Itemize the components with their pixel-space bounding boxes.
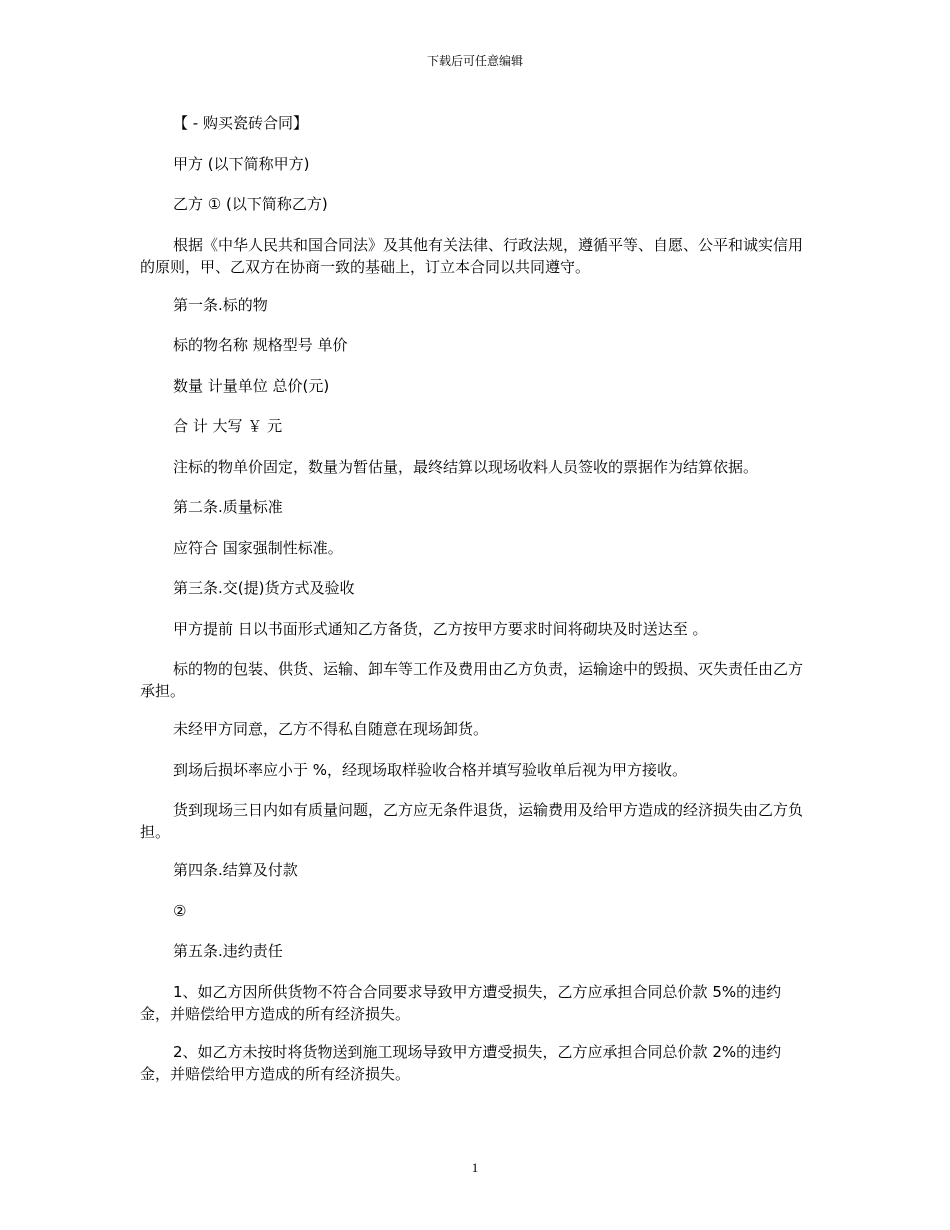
article-4-heading: 第四条.结算及付款 — [173, 861, 298, 879]
article-3-heading: 第三条.交(提)货方式及验收 — [173, 579, 355, 597]
article-1-heading: 第一条.标的物 — [173, 295, 268, 314]
packaging-paragraph: 标的物的包装、供货、运输、卸车等工作及费用由乙方负责，运输途中的毁损、灭失责任由乙方承担。 — [140, 660, 804, 700]
preamble-paragraph: 根据《中华人民共和国合同法》及其他有关法律、行政法规，遵循平等、自愿、公平和诚实信用的原则，甲、乙双方在协商一致的基础上，订立本合同以共同遵守。 — [140, 235, 804, 276]
contract-body — [140, 112, 810, 1101]
liability-clause-1: 1、如乙方因所供货物不符合合同要求导致甲方遭受损失，乙方应承担合同总价款 5%的违约金，并赔偿给甲方造成的所有经济损失。 — [140, 982, 782, 1023]
unloading-paragraph: 未经甲方同意，乙方不得私自随意在现场卸货。 — [173, 720, 489, 738]
total-line: 合 计 大写 ￥ 元 — [173, 417, 283, 435]
note-paragraph: 注标的物单价固定，数量为暂估量，最终结算以现场收料人员签收的票据作为结算依据。 — [173, 457, 759, 476]
subject-columns-line-2: 数量 计量单位 总价(元) — [173, 376, 330, 395]
party-b-line: 乙方 ① (以下简称乙方) — [173, 195, 328, 213]
article-5-heading: 第五条.违约责任 — [173, 942, 283, 960]
subject-columns-line-1: 标的物名称 规格型号 单价 — [173, 336, 348, 354]
liability-clause-2: 2、如乙方未按时将货物送到施工现场导致甲方遭受损失，乙方应承担合同总价款 2%的违约金，并赔偿给甲方造成的所有经济损失。 — [140, 1042, 782, 1083]
return-paragraph: 货到现场三日内如有质量问题，乙方应无条件退货，运输费用及给甲方造成的经济损失由乙方负担。 — [140, 801, 804, 841]
article-2-heading: 第二条.质量标准 — [173, 498, 283, 516]
payment-placeholder: ② — [173, 901, 187, 920]
quality-standard-line: 应符合 国家强制性标准。 — [173, 538, 343, 557]
damage-rate-paragraph: 到场后损坏率应小于 %，经现场取样验收合格并填写验收单后视为甲方接收。 — [173, 760, 688, 779]
page-number: 1 — [471, 1160, 479, 1175]
delivery-notice-paragraph: 甲方提前 日以书面形式通知乙方备货，乙方按甲方要求时间将砌块及时送达至 。 — [173, 619, 708, 638]
contract-title: 【 - 购买瓷砖合同】 — [173, 114, 308, 132]
party-a-line: 甲方 (以下简称甲方) — [173, 154, 310, 173]
page-header: 下载后可任意编辑 — [426, 54, 523, 68]
